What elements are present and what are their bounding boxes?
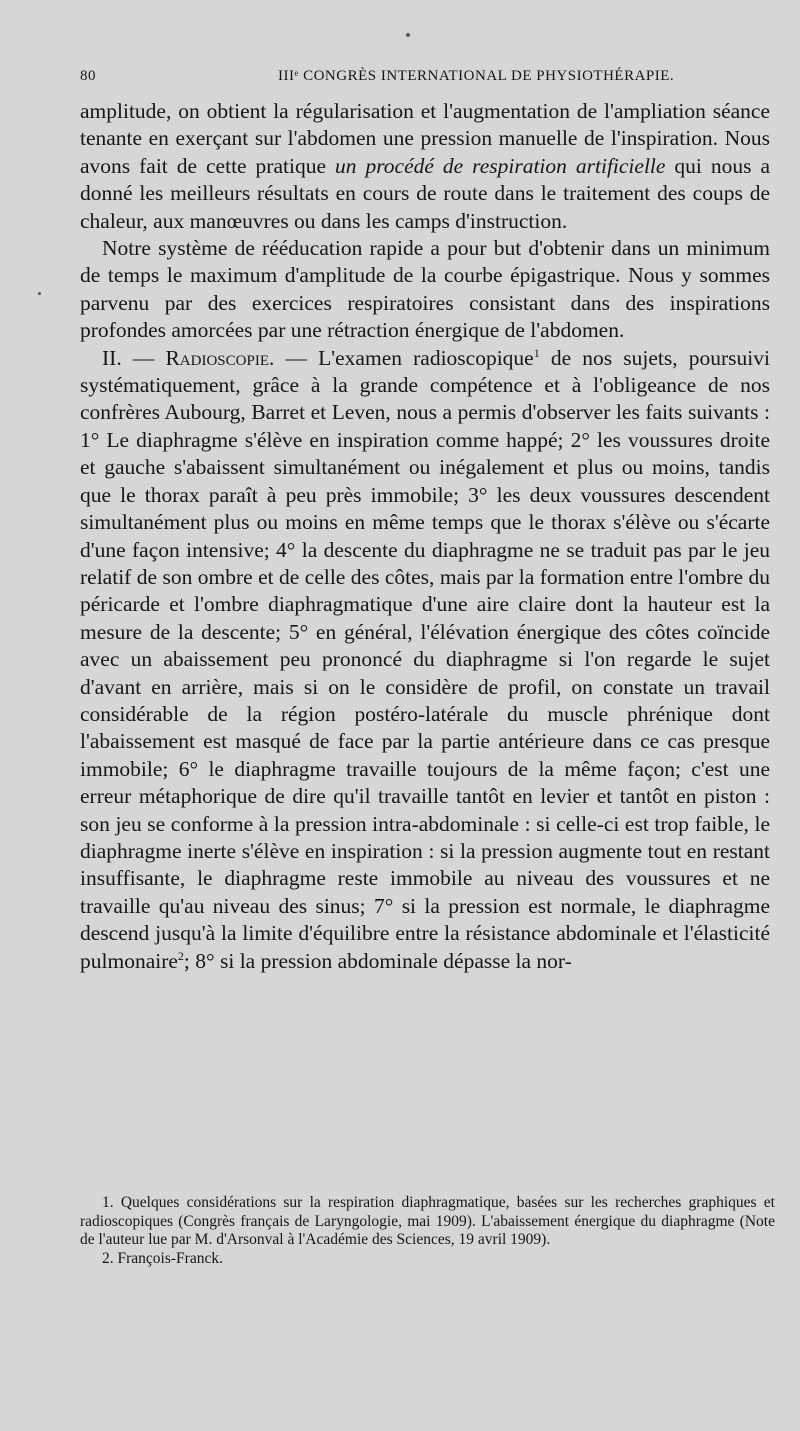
page-header [80,68,792,92]
page-number: 80 [80,68,96,84]
footnote-ref-1: 1 [533,345,540,360]
paragraph-1-italic: un procédé de respiration artificielle [334,153,666,178]
section-number: II. — [102,345,166,370]
paragraph-1-text-b: qui nous a donné les meilleurs résultats en cours de route dans le traitement des coups de chaleur, aux manœuvres ou dans les camps d'instruction. [80,153,770,233]
print-speck [406,33,410,37]
paragraph-3-text-b: de nos sujets, poursuivi systématiquement, grâce à la grande compétence et à l'obligeance de nos confrères Aubourg, Barret et Leven, nous a permis d'observer les faits suivants : 1° Le diaphragme s'élève en inspiration comme happé; 2° les voussures droite et gauche s'abaissent simultanément ou inégalement et plus ou moins, tandis que le thorax paraît à peu près immobile; 3° les deux voussures descendent simultanément plus ou moins en même temps que le thorax s'élève ou s'écarte d'une façon intensive; 4° la descente du diaphragme ne se traduit pas par le jeu relatif de son ombre et de celle des côtes, mais par la formation entre l'ombre du péricarde et l'ombre diaphragmatique d'une aire claire dont la hauteur est la mesure de la descente; 5° en général, l'élévation énergique des côtes coïncide avec un abaissement peu prononcé du diaphragme si l'on regarde le sujet d'avant en arrière, mais si on le considère de profil, on constate un travail considérable de la région postéro-latérale du muscle phrénique dont l'abaissement est masqué de face par la partie antérieure dans ce cas presque immobile; 6° le diaphragme travaille toujours de la même façon; c'est une erreur métaphorique de dire qu'il travaille tantôt en levier et tantôt en piston : son jeu se conforme à la pression intra-abdominale : si celle-ci est trop faible, le diaphragme inerte s'élève en inspiration : si la pression augmente tout en restant insuffisante, le diaphragme reste immobile au niveau des voussures et ne travaille qu'au niveau des sinus; 7° si la pression est normale, le diaphragme descend jusqu'à la limite d'équilibre entre la résistance abdominale et l'élasticité pulmonaire [80,345,771,973]
paragraph-1 [80,98,770,235]
running-head: IIIᵉ CONGRÈS INTERNATIONAL DE PHYSIOTHÉRAPIE. [278,68,675,84]
paragraph-1-text-a: amplitude, on obtient la régularisation et l'augmentation de l'ampliation séance tenante en exerçant sur l'abdomen une pression manuelle de l'inspiration. Nous avons fait de cette pratique [80,99,770,178]
paragraph-2: Notre système de rééducation rapide a pour but d'obtenir dans un minimum de temps le maximum d'amplitude de la courbe épigastrique. Nous y sommes parvenu par des exercices respiratoires consistant dans des inspirations profondes amorcées par une rétraction énergique de l'abdomen. [80,236,770,343]
footnote-ref-2: 2 [177,948,184,963]
paragraph-3 [80,345,770,975]
paragraph-3-text-c: ; 8° si la pression abdominale dépasse la nor- [183,948,572,973]
paragraph-3-text-a: — L'examen radioscopique [274,345,534,370]
body-text [80,98,770,975]
footnote-1: 1. Quelques considérations sur la respiration diaphragmatique, basées sur les recherches graphiques et radioscopiques (Congrès français de Laryngologie, mai 1909). L'abaissement énergique du diaphragme (Note de l'auteur lue par M. d'Arsonval à l'Académie des Sciences, 19 avril 1909). [80,1194,775,1248]
footnotes [80,1194,775,1268]
print-speck [38,292,41,295]
footnote-2: 2. François-Franck. [102,1249,223,1267]
section-heading: Radioscopie. [165,345,275,370]
